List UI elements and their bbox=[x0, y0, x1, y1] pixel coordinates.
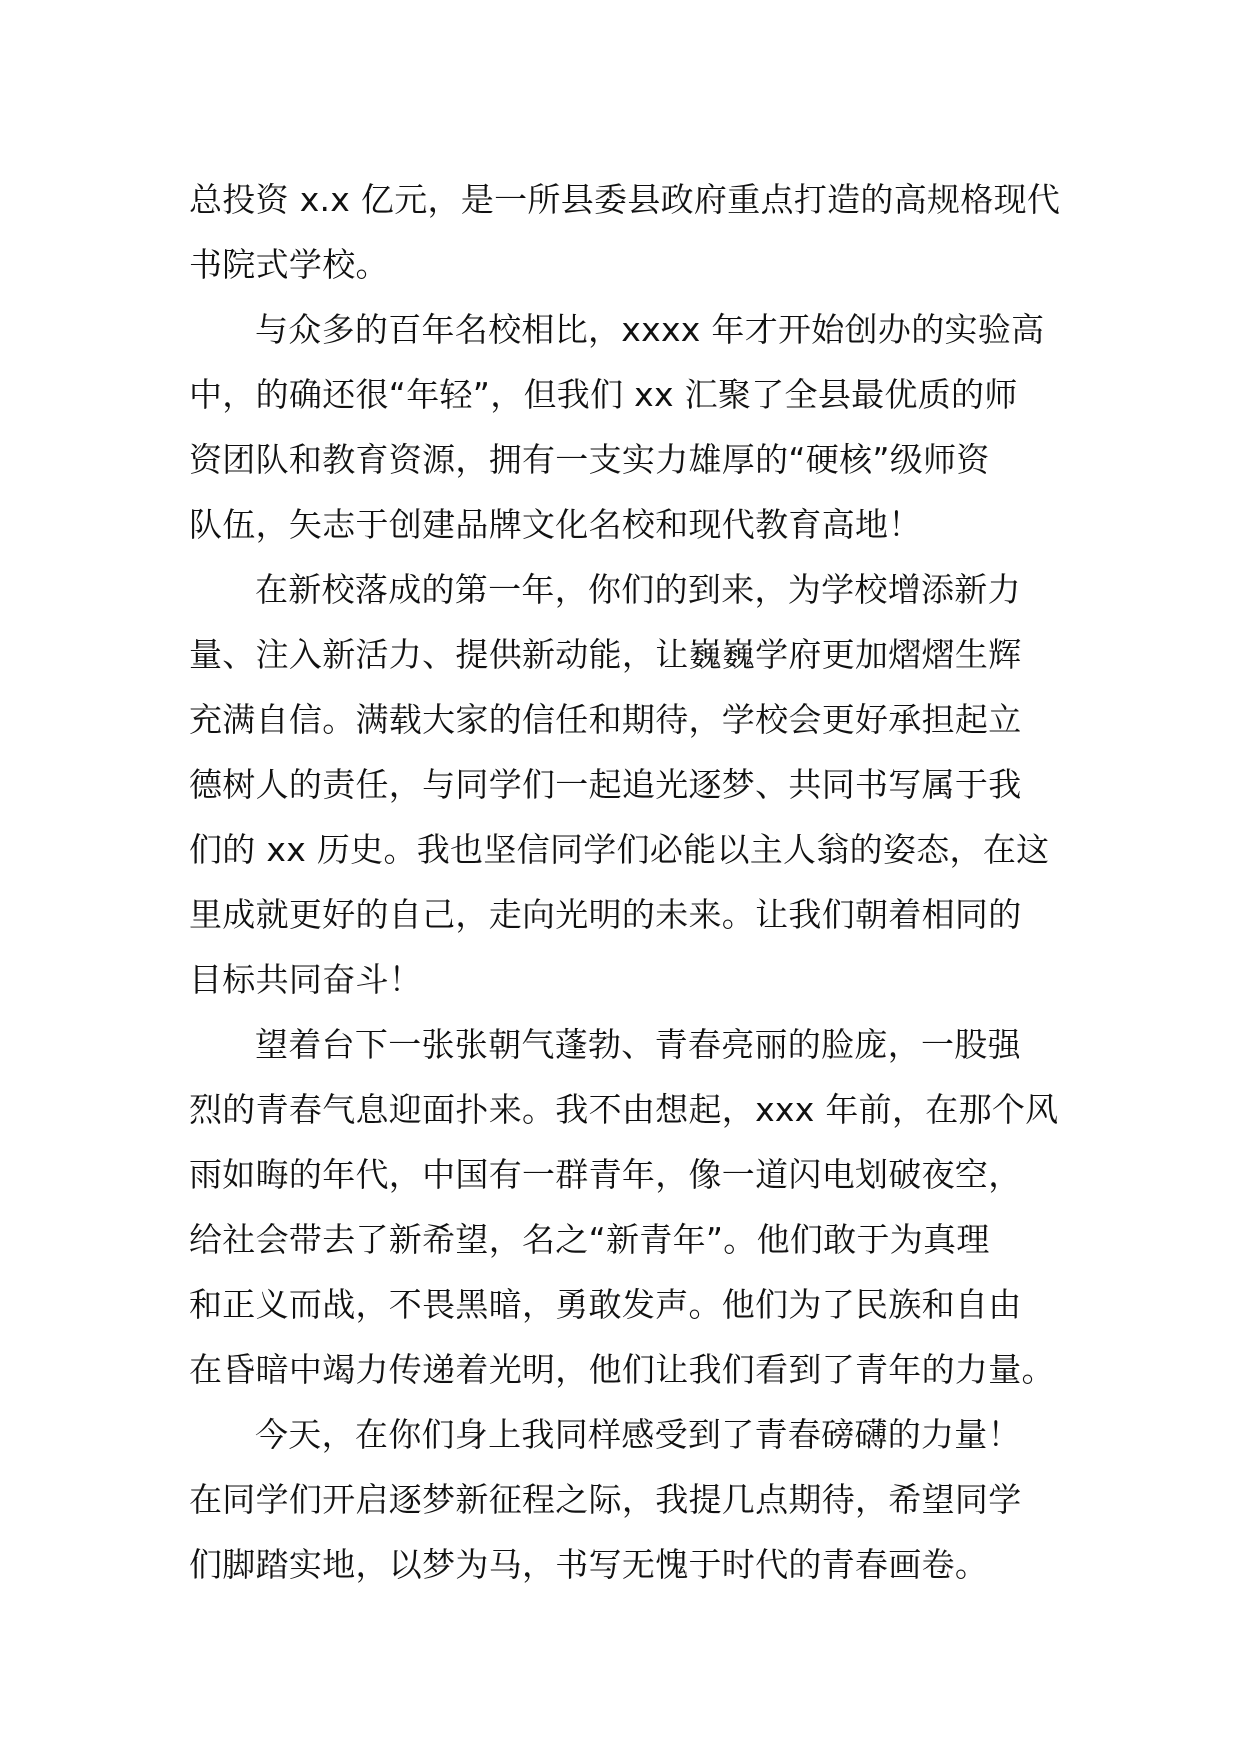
text-line: 里成就更好的自己，走向光明的未来。让我们朝着相同的 bbox=[189, 895, 1022, 934]
text-line: 总投资 x.x 亿元，是一所县委县政府重点打造的高规格现代 bbox=[189, 180, 1061, 219]
text-line: 充满自信。满载大家的信任和期待，学校会更好承担起立 bbox=[189, 700, 1022, 739]
text-line: 队伍，矢志于创建品牌文化名校和现代教育高地！ bbox=[189, 505, 922, 544]
text-line: 今天，在你们身上我同样感受到了青春磅礴的力量！ bbox=[255, 1415, 1021, 1454]
text-line: 在同学们开启逐梦新征程之际，我提几点期待，希望同学 bbox=[189, 1480, 1022, 1519]
text-line: 和正义而战，不畏黑暗，勇敢发声。他们为了民族和自由 bbox=[189, 1285, 1022, 1324]
text-line: 们脚踏实地，以梦为马，书写无愧于时代的青春画卷。 bbox=[189, 1545, 989, 1584]
text-line: 与众多的百年名校相比，xxxx 年才开始创办的实验高 bbox=[255, 310, 1045, 349]
text-line: 雨如晦的年代，中国有一群青年，像一道闪电划破夜空， bbox=[189, 1155, 1022, 1194]
text-line: 在昏暗中竭力传递着光明，他们让我们看到了青年的力量。 bbox=[189, 1350, 1055, 1389]
text-line: 望着台下一张张朝气蓬勃、青春亮丽的脸庞，一股强 bbox=[255, 1025, 1021, 1064]
paragraph bbox=[189, 557, 1055, 1012]
paragraph bbox=[189, 167, 1061, 297]
text-line: 目标共同奋斗！ bbox=[189, 960, 423, 999]
text-line: 烈的青春气息迎面扑来。我不由想起，xxx 年前，在那个风 bbox=[189, 1090, 1059, 1129]
text-line: 书院式学校。 bbox=[189, 245, 389, 284]
paragraph bbox=[189, 1402, 1055, 1597]
text-line: 在新校落成的第一年，你们的到来，为学校增添新力 bbox=[255, 570, 1021, 609]
text-line: 们的 xx 历史。我也坚信同学们必能以主人翁的姿态，在这 bbox=[189, 830, 1050, 869]
paragraph bbox=[189, 1012, 1059, 1402]
text-line: 中，的确还很“年轻”，但我们 xx 汇聚了全县最优质的师 bbox=[189, 375, 1018, 414]
text-line: 德树人的责任，与同学们一起追光逐梦、共同书写属于我 bbox=[189, 765, 1022, 804]
text-line: 资团队和教育资源，拥有一支实力雄厚的“硬核”级师资 bbox=[189, 440, 990, 479]
text-line: 给社会带去了新希望，名之“新青年”。他们敢于为真理 bbox=[189, 1220, 990, 1259]
text-line: 量、注入新活力、提供新动能，让巍巍学府更加熠熠生辉 bbox=[189, 635, 1022, 674]
paragraph bbox=[189, 297, 1055, 557]
document-body bbox=[189, 167, 1061, 1597]
